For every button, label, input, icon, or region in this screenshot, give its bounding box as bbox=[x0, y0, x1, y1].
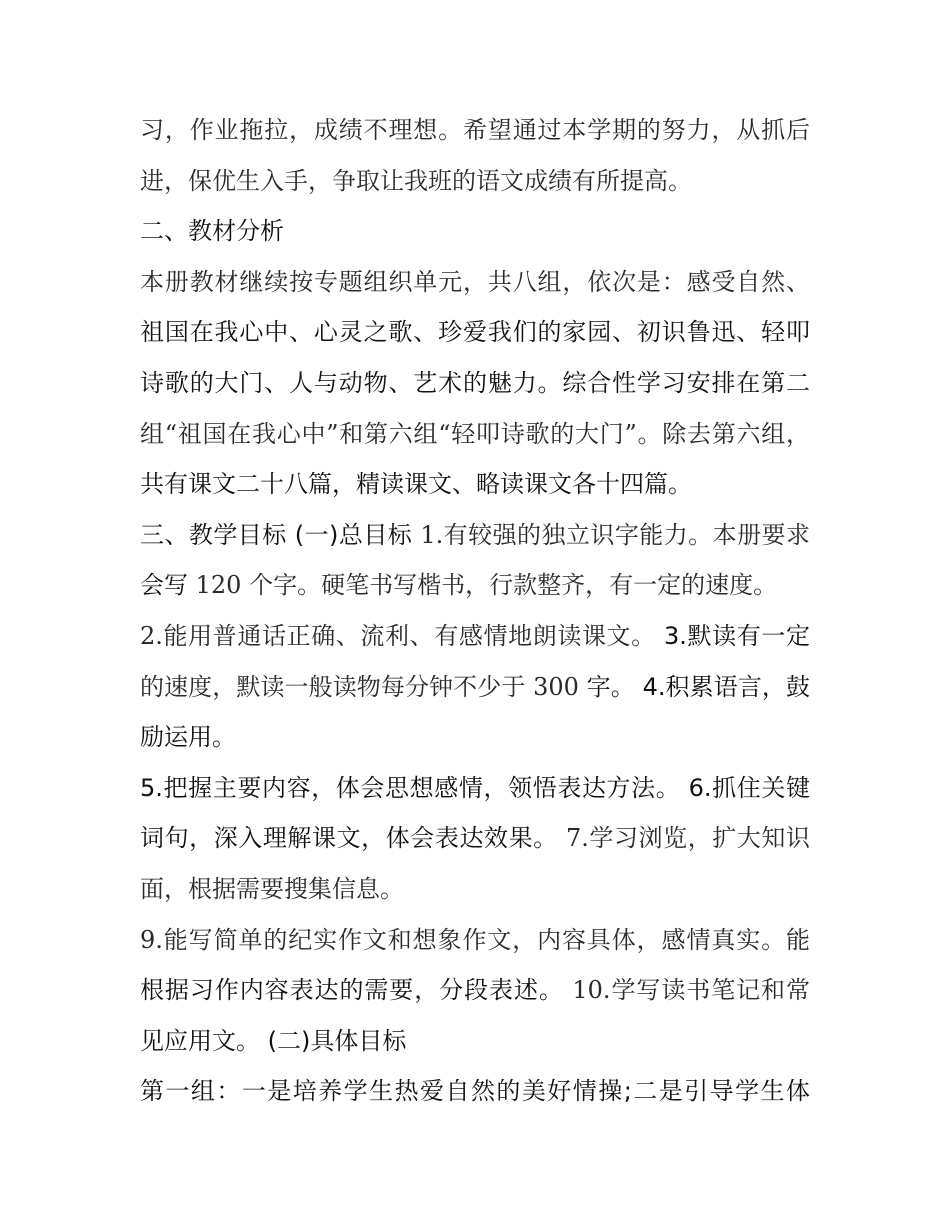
text-segment: 二、教材分析 bbox=[140, 217, 284, 246]
text-segment: 5.把握主要内容，体会思想感情，领悟表达方法。 6.抓住关键 bbox=[140, 773, 810, 802]
text-line bbox=[140, 864, 810, 915]
text-segment: 会写 bbox=[140, 571, 196, 600]
text-line bbox=[140, 763, 810, 814]
text-line bbox=[140, 358, 810, 409]
text-line bbox=[140, 156, 810, 207]
text-line bbox=[140, 965, 810, 1016]
text-segment: 2.能用普通话正确、流利、有感情地朗读课文。 bbox=[140, 621, 665, 650]
text-line bbox=[140, 611, 810, 662]
text-line bbox=[140, 409, 810, 460]
text-line bbox=[140, 459, 810, 510]
text-segment: 共有课文二十八篇，精读课文、略读课文各十四篇。 bbox=[140, 470, 692, 499]
text-segment: 励运用。 bbox=[140, 723, 236, 752]
text-line bbox=[140, 105, 810, 156]
text-segment: 进，保优生入手，争取让我班的语文成绩有所提高。 bbox=[140, 166, 692, 195]
text-line bbox=[140, 1016, 810, 1067]
text-segment: 9.能写简单的纪实作文和想象作文，内容具体，感情真实。能 bbox=[140, 925, 810, 954]
text-line bbox=[140, 307, 810, 358]
text-segment: 第一组：一是培养学生热爱自然的美好情操;二是引导学生体 bbox=[140, 1077, 810, 1106]
text-segment: 1.有较强的独立识字能力。本册要求 bbox=[420, 520, 810, 549]
text-segment: 见应用文。 (二)具体目标 bbox=[140, 1026, 407, 1055]
text-line bbox=[140, 257, 810, 308]
text-line bbox=[140, 510, 810, 561]
text-segment: 3.默读有一定 bbox=[664, 621, 810, 650]
text-line bbox=[140, 813, 810, 864]
text-segment: 词句，深入理解课文，体会表达效果。 bbox=[140, 824, 566, 853]
text-line bbox=[140, 712, 810, 763]
text-segment: 7.学习浏览，扩大知识 bbox=[565, 824, 810, 853]
text-segment: 120 个字。硬笔书写楷书，行款整齐，有一定的速度。 bbox=[195, 571, 778, 600]
text-segment: 习，作业拖拉，成绩不理想。希望通过本学期的努力，从抓后 bbox=[140, 116, 810, 144]
text-line bbox=[140, 915, 810, 966]
text-segment: 本册教材继续按专题组织单元，共八组，依次是：感受自然、 bbox=[140, 267, 810, 296]
document-page bbox=[140, 105, 810, 1117]
text-line bbox=[140, 206, 810, 257]
text-segment: 的速度，默读一般读物每分钟不少于 300 bbox=[140, 672, 587, 701]
text-line bbox=[140, 662, 810, 713]
text-segment: 面，根据需要搜集信息。 bbox=[140, 874, 404, 903]
text-segment: 10.学写读书笔记和常 bbox=[572, 976, 810, 1005]
text-segment: 字。 4.积累语言，鼓 bbox=[586, 672, 810, 701]
text-segment: 祖国在我心中、心灵之歌、珍爱我们的家园、初识鲁迅、轻叩 bbox=[140, 318, 810, 347]
text-segment: 三、教学目标 (一)总目标 bbox=[140, 520, 421, 549]
text-line bbox=[140, 560, 810, 611]
text-segment: 组“祖国在我心中”和第六组“轻叩诗歌的大门”。除去第六组， bbox=[140, 419, 810, 448]
text-segment: 根据习作内容表达的需要，分段表述。 bbox=[140, 976, 573, 1005]
text-segment: 诗歌的大门、人与动物、艺术的魅力。综合性学习安排在第二 bbox=[140, 368, 810, 397]
text-line bbox=[140, 1066, 810, 1117]
